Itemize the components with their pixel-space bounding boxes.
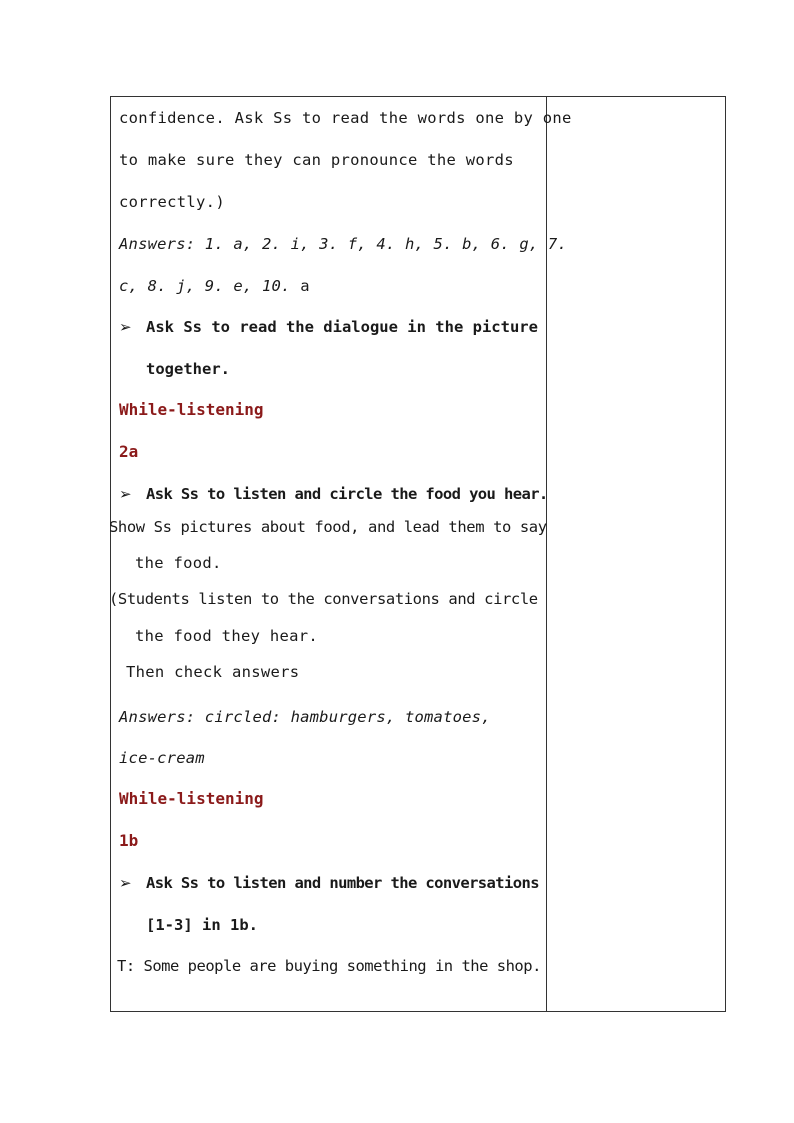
text-line: confidence. Ask Ss to read the words one by one bbox=[119, 109, 572, 127]
text-line: correctly.) bbox=[119, 193, 225, 211]
answers-line bbox=[119, 276, 310, 296]
bullet-text: Ask Ss to read the dialogue in the picture bbox=[146, 318, 538, 336]
bullet-text: Ask Ss to listen and circle the food you hear. bbox=[146, 485, 548, 503]
text-line: the food. bbox=[135, 554, 222, 572]
answers-text-end: a bbox=[300, 277, 310, 295]
section-heading: While-listening bbox=[119, 400, 264, 419]
bullet-arrow-icon: ➢ bbox=[119, 485, 132, 503]
text-line: to make sure they can pronounce the words bbox=[119, 151, 514, 169]
bullet-arrow-icon: ➢ bbox=[119, 318, 132, 336]
text-line: the food they hear. bbox=[135, 627, 319, 645]
text-line: Then check answers bbox=[126, 663, 300, 681]
bullet-arrow-icon: ➢ bbox=[119, 874, 132, 892]
bullet-text: together. bbox=[146, 360, 230, 378]
procedure-cell bbox=[109, 97, 572, 1011]
text-line: T: Some people are buying something in the shop. bbox=[117, 957, 541, 975]
section-subheading: 1b bbox=[119, 831, 139, 850]
text-line: Show Ss pictures about food, and lead them to say bbox=[109, 518, 547, 536]
answers-line: ice-cream bbox=[119, 749, 205, 767]
answers-text: c, 8. j, 9. e, 10. bbox=[119, 277, 291, 295]
lesson-plan-table bbox=[110, 96, 726, 1012]
section-subheading: 2a bbox=[119, 442, 139, 461]
answers-line: Answers: 1. a, 2. i, 3. f, 4. h, 5. b, 6. g, 7. bbox=[119, 235, 567, 253]
text-line: (Students listen to the conversations and circle bbox=[109, 590, 538, 608]
section-heading: While-listening bbox=[119, 789, 264, 808]
bullet-text: Ask Ss to listen and number the conversations bbox=[146, 874, 539, 892]
answers-line: Answers: circled: hamburgers, tomatoes, bbox=[119, 708, 491, 726]
bullet-text: [1-3] in 1b. bbox=[146, 916, 258, 934]
notes-cell bbox=[547, 97, 725, 1011]
